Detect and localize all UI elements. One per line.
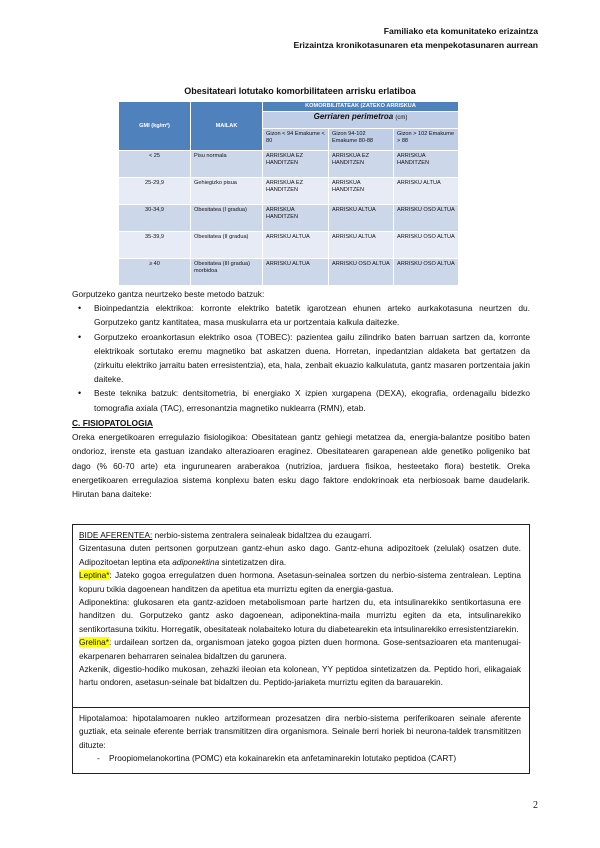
header-sub-2: Gizon 94-102 Emakume 80-88: [329, 129, 394, 151]
cell-risk: ARRISKU ALTUA: [263, 232, 329, 259]
methods-intro: Gorputzeko gantza neurtzeko beste metodo batzuk:: [72, 289, 265, 299]
cell-risk: ARRISKUA EZ HANDITZEN: [263, 151, 329, 178]
header-mailak: MAILAK: [191, 102, 263, 151]
leptina-text: : Jateko gogoa erregulatzen duen hormona. Asetasun-seinalea sortzen du nerbio-sistema zentralean. Leptina kopuru txikia dagoenean handitzen da apetitua eta murriztu egiten da energia-gastua.: [79, 570, 521, 594]
cell-risk: ARRISKU OSO ALTUA: [329, 259, 394, 286]
cell-risk: ARRISKUA HANDITZEN: [394, 151, 459, 178]
cell-maila: Obesitatea (II gradua): [191, 232, 263, 259]
fisio-paragraph: Oreka energetikoaren erregulazio fisiologikoa: Obesitatean gantz gehiegi metatzea da, energia-balantze positibo baten ondorioz, irenste eta gastuan izandako alterazioaren eraginez. Obesitatearen garapenean alde genetiko poligeniko bat dago (% 60-70 arte) eta ingurunearen araberakoa (nutrizioa, jarduera fisikoa, hesteetako flora) bestetik. Oreka energetikoaren erregulazioa sistema konplexu baten esku dago faktore endokrinoak eta nerbiosoak bame daudelarik. Hirutan bana daiteke:: [72, 432, 530, 500]
grelina-highlight: Grelina*: [79, 637, 109, 648]
list-item: • Bioinpedantzia elektrikoa: korronte elektriko batetik igarotzean ehunen arteko aurkakotasuna neurtzen du. Gorputzeko gantz kantitatea, masa muskularra eta ur portzentaia kalkula daitezke.: [94, 301, 530, 329]
peptide-paragraph: Azkenik, digestio-hodiko mukosan, zehazki ileoian eta kolonean, YY peptidoa sintetizatzen da. Peptido hori, elikagaiak hartu ondoren, asetasun-seinale bat bidaltzen du. Peptido-jariaketa murriztu egiten da barauarekin.: [79, 664, 521, 688]
header-line-2: Erizaintza kronikotasunaren eta menpekotasunaren aurrean: [293, 40, 538, 50]
cell-risk: ARRISKU ALTUA: [394, 178, 459, 205]
cell-risk: ARRISKU OSO ALTUA: [394, 205, 459, 232]
header-perimeter: [263, 112, 459, 129]
grelina-paragraph: [79, 636, 521, 663]
box-heading-line: [79, 529, 521, 542]
cell-risk: ARRISKUA HANDITZEN: [263, 205, 329, 232]
header-sub-3: Gizon > 102 Emakume > 88: [394, 129, 459, 151]
table-row: [119, 151, 459, 178]
section-title: C. FISIOPATOLOGIA: [72, 418, 153, 428]
perimeter-unit: (cm): [395, 115, 408, 121]
cell-risk: ARRISKU ALTUA: [329, 205, 394, 232]
cell-maila: Obesitatea (III gradua) morbidoa: [191, 259, 263, 286]
table-row: [119, 178, 459, 205]
cell-gmi: ≥ 40: [119, 259, 191, 286]
cell-maila: Gehiegizko pisua: [191, 178, 263, 205]
header-sub-1: Gizon < 94 Emakume < 80: [263, 129, 329, 151]
running-header: [293, 24, 538, 52]
table-row: [119, 232, 459, 259]
afferent-label: BIDE AFERENTEA:: [79, 530, 153, 540]
dash-item: - Proopiomelanokortina (POMC) eta kokainarekin eta anfetaminarekin lotutako peptidoa (CART): [79, 752, 521, 765]
leptina-highlight: Leptina*: [79, 570, 110, 581]
body-measurement-methods: [72, 287, 530, 415]
leptina-paragraph: [79, 569, 521, 596]
hypothalamus-paragraph: Hipotalamoa: hipotalamoaren nukleo artziformean prozesatzen dira nerbio-sistema periferikoaren seinale aferente guztiak, eta seinale eferente berriak transmititzen dira organismora. Seinale berri horiek bi neurona-taldek transmititzen dituzte:: [79, 713, 521, 750]
section-fisiopatologia: [72, 416, 530, 501]
cell-gmi: < 25: [119, 151, 191, 178]
cell-risk: ARRISKU OSO ALTUA: [394, 232, 459, 259]
cell-maila: Pisu normala: [191, 151, 263, 178]
cell-gmi: 25-29,9: [119, 178, 191, 205]
table-title: Obesitateari lotutako komorbilitateen arrisku erlatiboa: [184, 86, 416, 96]
table-row: [119, 205, 459, 232]
page-number: 2: [533, 800, 538, 811]
adiponektina-italic: adiponektina: [172, 556, 220, 567]
cell-maila: Obesitatea (I gradua): [191, 205, 263, 232]
perimeter-label: Gerriaren perimetroa: [313, 112, 394, 121]
methods-list: [72, 301, 530, 415]
header-group: KOMORBILITATEAK (ZATEKO ARRISKUA: [263, 102, 459, 112]
cell-risk: ARRISKU OSO ALTUA: [394, 259, 459, 286]
grelina-text: : urdailean sortzen da, organismoan jateko gogoa pizten duen hormona. Gose-sentsazioaren eta mantenugai-ekarpenaren beharraren seinalea bidaltzen du garunera.: [79, 637, 521, 661]
cell-risk: ARRISKUA HANDITZEN: [329, 178, 394, 205]
comorbidity-table: [118, 101, 458, 286]
cell-risk: ARRISKU ALTUA: [263, 259, 329, 286]
table-row: [119, 259, 459, 286]
adipocyte-text-end: sintetizatzen dira.: [219, 556, 287, 567]
cell-gmi: 30-34,9: [119, 205, 191, 232]
cell-gmi: 35-39,9: [119, 232, 191, 259]
afferent-label-rest: nerbio-sistema zentralera seinaleak bidaltzea du ezaugarri.: [152, 530, 372, 540]
list-item: • Beste teknika batzuk: dentsitometria, bi energiako X izpien xurgapena (DEXA), ekografia, ordenagailu bidezko tomografia axiala (TAC), erresonantzia magnetiko nuklearra (RMN), etab.: [94, 386, 530, 414]
cell-risk: ARRISKUA EZ HANDITZEN: [329, 151, 394, 178]
header-gmi: GMI (kg/m²): [119, 102, 191, 151]
adipocyte-paragraph: [79, 542, 521, 569]
adiponektina-paragraph: Adiponektina: glukosaren eta gantz-azidoen metabolismoan parte hartzen du, eta intsulinarekiko sentikortasuna ere handitzen du. Gorputzeko gantz asko dagoenean, adiponektina-maila murriztu egiten da eta, intsulinarekiko sentikortasuna txikitu. Horregatik, obesitateak nolabaiteko lotura du diabetearekin eta intsulinarekiko erresistentziarekin.: [79, 597, 521, 634]
afferent-pathway-box: [72, 524, 530, 708]
cell-risk: ARRISKUA EZ HANDITZEN: [263, 178, 329, 205]
cell-risk: ARRISKU ALTUA: [329, 232, 394, 259]
list-item: • Gorputzeko eroankortasun elektriko osoa (TOBEC): pazientea gailu zilindriko baten barruan sartzen da, korronte elektrikoak sortutako eremu magnetiko bat askatzen duena. Horretan, inpedantzian aldaketa bat gertatzen da (zirkuitu elektriko jarraitu baten erresistentzia), eta, hala, zenbait ekuazio kalkulatuta, gantz masaren portzentaia jakin daiteke.: [94, 330, 530, 387]
adipocyte-text: Gizentasuna duten pertsonen gorputzean gantz-ehun asko dago. Gantz-ehuna adipozitoek (zelulak) osatzen dute. Adipozitoetan leptina eta: [79, 543, 521, 567]
hypothalamus-box: [72, 708, 530, 774]
header-line-1: Familiako eta komunitateko erizaintza: [383, 26, 538, 36]
